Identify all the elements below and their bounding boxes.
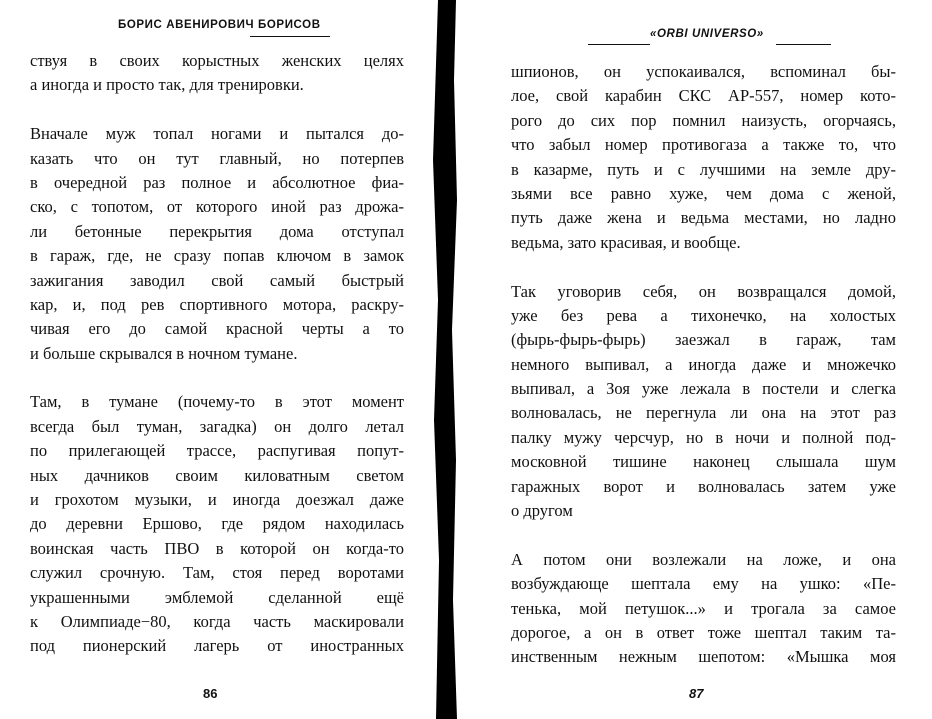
text-line: воинская часть ПВО в которой он когда-то — [30, 538, 404, 558]
text-line: зажигания заводил свой самый быстрый — [30, 270, 404, 290]
header-rule-right — [776, 44, 831, 45]
text-line: ли бетонные перекрытия дома отступал — [30, 221, 404, 241]
text-line: шпионов, он успокаивался, вспоминал бы- — [511, 62, 896, 81]
text-line: немного выпивал, а иногда даже и множечко — [511, 354, 896, 374]
text-line: служил срочную. Там, стоя перед воротами — [30, 563, 404, 583]
text-line: зьями все равно хуже, чем дома с женой, — [511, 183, 896, 203]
text-line: возбуждающе шептала ему на ушко: «Пе- — [511, 574, 896, 594]
text-line: инственным нежным шепотом: «Мышка моя — [511, 647, 896, 667]
text-line: волновалась, не перегнула ли она на этот раз — [511, 403, 896, 423]
right-page-text — [511, 60, 896, 670]
page-number-left: 86 — [203, 686, 218, 701]
text-line: что забыл номер противогаза а также то, что — [511, 135, 896, 155]
text-line: по прилегающей трассе, распугивая попут- — [30, 441, 404, 461]
text-line: чивая его до самой красной черты а то — [30, 319, 404, 339]
text-line: а иногда и просто так, для тренировки. — [30, 75, 304, 95]
text-line: (фырь-фырь-фырь) заезжал в гараж, там — [511, 330, 896, 350]
text-line: дорогое, а он в ответ тоже шептал таким та- — [511, 622, 896, 642]
text-line: под пионерский лагерь от иностранных — [30, 636, 404, 656]
book-spine-gutter — [430, 0, 460, 719]
text-line: всегда был туман, загадка) он долго летал — [30, 416, 404, 436]
running-head-right: «ORBI UNIVERSO» — [650, 28, 764, 40]
text-line: до деревни Ершово, где рядом находилась — [30, 514, 404, 534]
text-line: А потом они возлежали на ложе, и она — [511, 549, 896, 569]
text-line: уже без рева а тихонечко, на холостых — [511, 305, 896, 325]
text-line: в очередной раз полное и абсолютное фиа- — [30, 172, 404, 192]
text-line: лое, свой карабин СКС АР-557, номер кото- — [511, 86, 896, 106]
text-line: и грохотом музыки, и иногда доезжал даже — [30, 490, 404, 510]
text-line: казать что он тут главный, но потерпев — [30, 148, 404, 168]
text-line: Так уговорив себя, он возвращался домой, — [511, 281, 896, 301]
right-page — [458, 0, 932, 719]
text-line: Там, в тумане (почему-то в этот момент — [30, 392, 404, 412]
text-line: ствуя в своих корыстных женских целях — [30, 51, 404, 70]
text-line: к Олимпиаде−80, когда часть маскировали — [30, 611, 404, 631]
text-line: гаражных ворот и волновалась затем уже — [511, 476, 896, 496]
page-number-right: 87 — [689, 686, 704, 701]
text-line: московной тишине наконец слышала шум — [511, 452, 896, 472]
paragraph-gap — [30, 98, 404, 122]
text-line: ведьма, зато красивая, и вообще. — [511, 232, 741, 252]
text-line: в казарме, путь и с лучшими на земле дру- — [511, 159, 896, 179]
text-line: палку мужу черсчур, но в ночи и полной под- — [511, 427, 896, 447]
text-line: путь даже жена и ведьма местами, но ладно — [511, 208, 896, 228]
text-line: ско, с топотом, от которого иной раз дрожа- — [30, 197, 404, 217]
running-head-left: БОРИС АВЕНИРОВИЧ БОРИСОВ — [118, 19, 321, 31]
paragraph-gap — [30, 366, 404, 390]
paragraph-gap — [511, 255, 896, 279]
header-rule — [250, 36, 330, 37]
text-line: в гараж, где, не сразу попав ключом в замок — [30, 246, 404, 266]
paragraph-gap — [511, 523, 896, 547]
left-page-text — [30, 49, 404, 659]
header-rule-left — [588, 44, 650, 45]
left-page — [0, 0, 432, 719]
text-line: ных дачников своим киловатным светом — [30, 465, 404, 485]
text-line: кар, и, под рев спортивного мотора, раскру- — [30, 294, 404, 314]
text-line: выпивал, а Зоя уже лежала в постели и слегка — [511, 379, 896, 399]
text-line: украшенными эмблемой сделанной ещё — [30, 587, 404, 607]
text-line: и больше скрывался в ночном тумане. — [30, 343, 298, 363]
text-line: рого до сих пор помнил наизусть, огорчаясь, — [511, 110, 896, 130]
text-line: тенька, мой петушок...» и трогала за самое — [511, 598, 896, 618]
text-line: о другом — [511, 501, 573, 521]
text-line: Вначале муж топал ногами и пытался до- — [30, 124, 404, 144]
